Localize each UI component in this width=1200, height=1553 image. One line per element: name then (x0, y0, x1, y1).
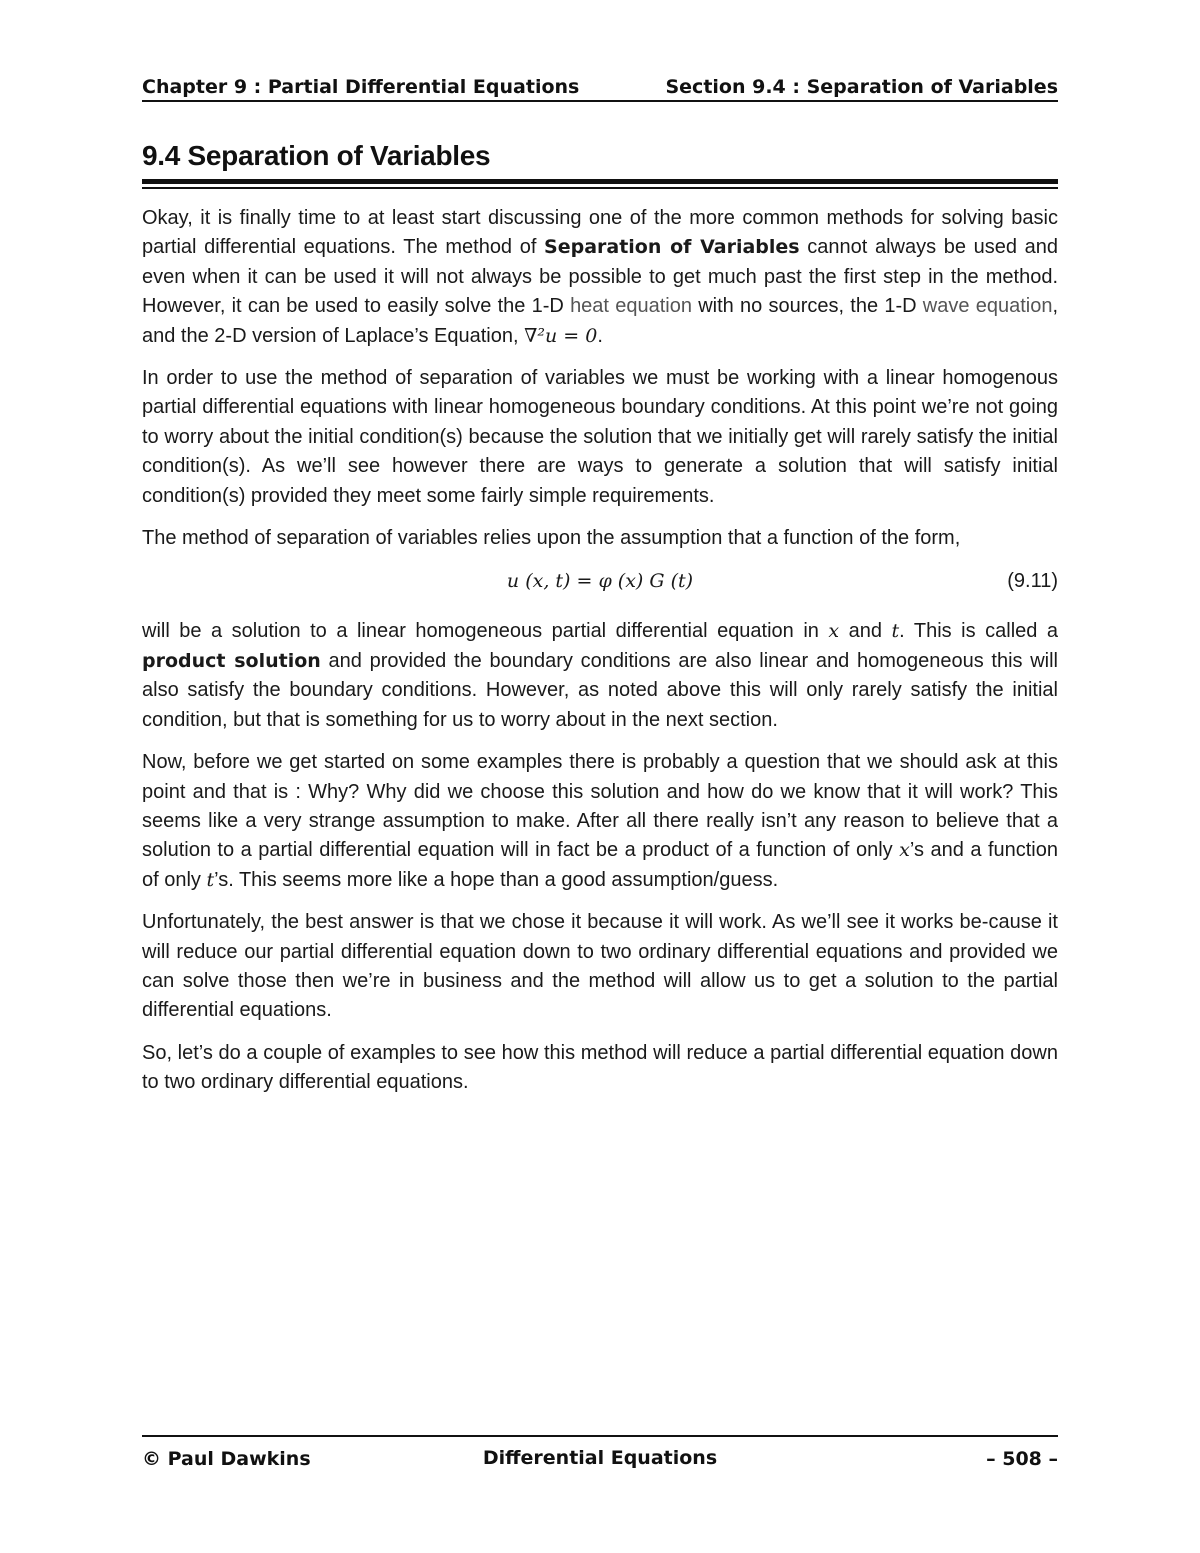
paragraph-1-text-d: , and the 2-D version of Laplace’s Equation, (142, 295, 1059, 347)
math-x: x (828, 620, 840, 643)
paragraph-5-text-a: Now, before we get started on some examples there is probably a question that we should ask at this point and that is : Why? Why did we choose this solution and how do we know that it will work? This seems like a very strange assumption to make. After all there really isn’t any reason to believe that a solution to a partial differential equation will in fact be a product of a function of only (142, 751, 1058, 862)
equation-9-11 (142, 559, 1058, 603)
paragraph-2: In order to use the method of separation of variables we must be working with a linear homogenous partial differential equations with linear homogeneous boundary conditions. At this point we’re not going to worry about the initial condition(s) because the solution that we initially get will rarely satisfy the initial condition(s). As we’ll see however there are ways to generate a solution that will satisfy initial condition(s) provided they meet some fairly simple requirements. (142, 367, 1058, 507)
math-t: t (206, 868, 215, 891)
math-x: x (899, 839, 910, 862)
product-solution-equation: u (x, t) = φ (x) G (t) (506, 570, 694, 593)
paragraph-5 (142, 748, 1058, 895)
body-text (142, 204, 1058, 1111)
running-header (142, 74, 1058, 102)
section-label: Section 9.4 : Separation of Variables (665, 76, 1058, 98)
footer-book-title: Differential Equations (482, 1447, 718, 1469)
paragraph-4 (142, 617, 1058, 735)
title-rule-thick (142, 179, 1058, 184)
paragraph-3: The method of separation of variables relies upon the assumption that a function of the form, (142, 527, 961, 550)
product-solution-term: product solution (142, 649, 321, 672)
heat-equation-link[interactable]: heat equation (570, 295, 692, 318)
paragraph-6: Unfortunately, the best answer is that we chose it because it will work. As we’ll see it works be-cause it will reduce our partial differential equation down to two ordinary differential equations and provided we can solve those then we’re in business and the method will allow us to get a solution to the partial differential equations. (142, 911, 1058, 1022)
laplace-equation-math: ∇²u = 0 (524, 324, 598, 347)
equation-number: (9.11) (1007, 570, 1058, 593)
paragraph-4-text-a: will be a solution to a linear homogeneous partial differential equation in (142, 620, 829, 643)
footer-page-number: – 508 – (986, 1448, 1058, 1470)
paragraph-1-text-c: with no sources, the 1-D (691, 295, 923, 318)
paragraph-1-text-b: cannot always be used and even when it can be used it will not always be possible to get much past the first step in the method. However, it can be used to easily solve the 1-D (142, 236, 1058, 318)
paragraph-4-text-b: and (839, 620, 892, 643)
paragraph-1-text-a: Okay, it is finally time to at least start discussing one of the more common methods for solving basic partial differential equations. The method of (142, 207, 1058, 259)
footer-author: © Paul Dawkins (142, 1448, 311, 1470)
paragraph-1 (142, 204, 1058, 351)
paragraph-4-text-c: . This is called a (899, 620, 1059, 643)
math-t: t (891, 620, 900, 643)
document-page (142, 0, 1058, 1553)
paragraph-1-text-e: . (597, 324, 603, 347)
running-footer (142, 1435, 1058, 1471)
section-title: 9.4 Separation of Variables (142, 140, 491, 171)
paragraph-4-text-d: and provided the boundary conditions are also linear and homogeneous this will also satisfy the boundary conditions. However, as noted above this will only rarely satisfy the initial condition, but that is something for us to worry about in the next section. (142, 649, 1059, 731)
title-rule-thin (142, 187, 1058, 189)
paragraph-5-text-c: ’s. This seems more like a hope than a good assumption/guess. (214, 868, 779, 891)
wave-equation-link[interactable]: wave equation (922, 295, 1053, 318)
paragraph-5-text-b: ’s and a function of only (142, 839, 1059, 891)
separation-of-variables-term: Separation of Variables (544, 236, 800, 259)
chapter-label: Chapter 9 : Partial Differential Equations (142, 76, 580, 98)
paragraph-7: So, let’s do a couple of examples to see how this method will reduce a partial differential equation down to two ordinary differential equations. (142, 1041, 1058, 1094)
